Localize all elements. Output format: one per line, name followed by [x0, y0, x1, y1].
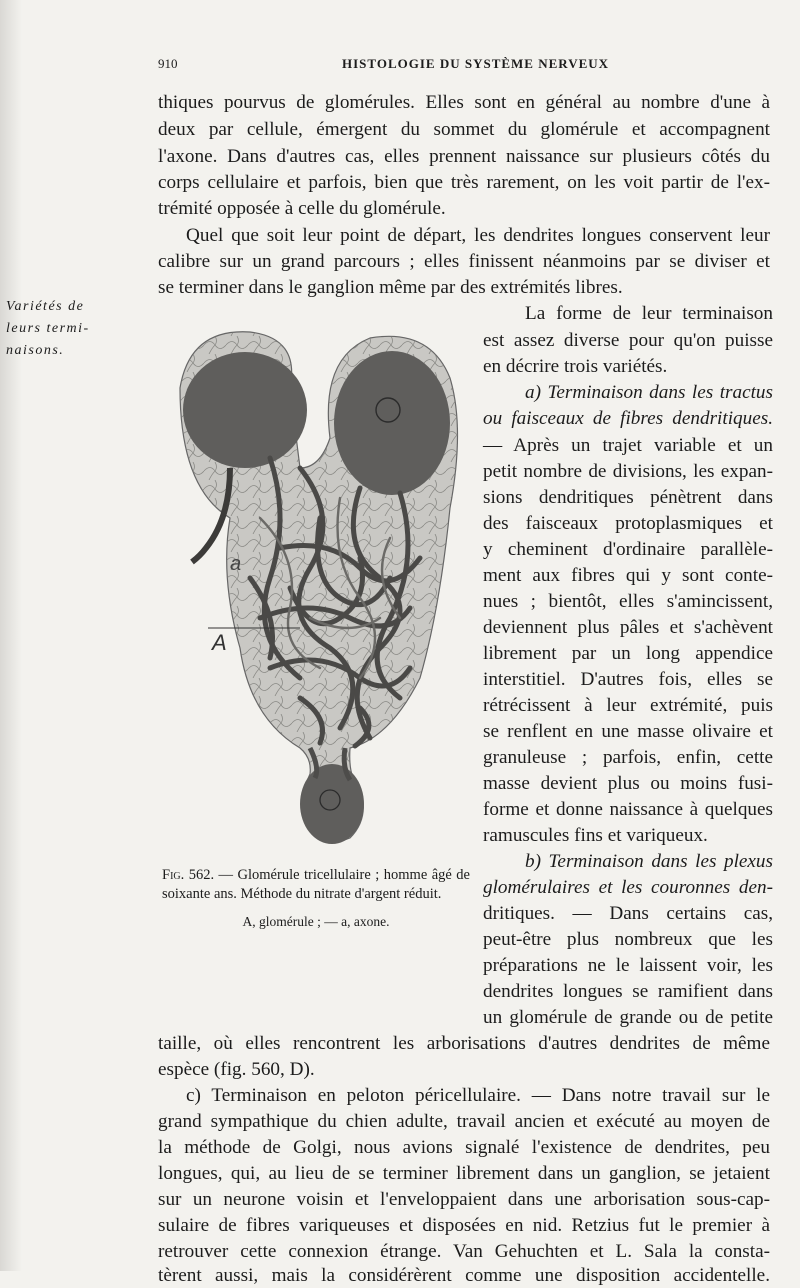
- text-line: Quel que soit leur point de départ, les dendrites longues conservent leur: [186, 225, 770, 246]
- text-line: sions dendritiques pénètrent dans: [483, 487, 773, 508]
- text-line: dendrites longues se ramifient dans: [483, 981, 773, 1002]
- text-line: deviennent plus pâles et s'achèvent: [483, 617, 773, 638]
- text-line: trémité opposée à celle du glomérule.: [158, 198, 446, 219]
- text-line: taille, où elles rencontrent les arborisations d'autres dendrites de même: [158, 1033, 770, 1054]
- glomerule-illustration: [160, 318, 472, 848]
- margin-note-line: Variétés de: [6, 299, 85, 314]
- text-line: y cheminent d'ordinaire parallèle-: [483, 539, 773, 560]
- text-line: espèce (fig. 560, D).: [158, 1059, 315, 1080]
- text-line: interstitiel. D'autres fois, elles se: [483, 669, 773, 690]
- text-line: [525, 381, 773, 405]
- text-line: c) Terminaison en peloton péricellulaire. — Dans notre travail sur le: [186, 1085, 770, 1106]
- right-neuron-body: [334, 351, 450, 495]
- text-line: granuleuse ; parfois, enfin, cette: [483, 747, 773, 768]
- text-line: se terminer dans le ganglion même par des extrémités libres.: [158, 277, 623, 298]
- text-line: préparations ne le laissent voir, les: [483, 955, 773, 976]
- caption-text: [162, 866, 470, 904]
- margin-note-line: naisons.: [6, 343, 65, 358]
- text-line: — Après un trajet variable et un: [483, 435, 773, 456]
- margin-note: [6, 296, 146, 362]
- text-line: ramuscules fins et variqueux.: [483, 825, 708, 846]
- figure-glomerule: [160, 318, 472, 848]
- running-header: [158, 56, 768, 80]
- text-line: La forme de leur terminaison: [525, 303, 773, 324]
- label-A: A: [212, 630, 227, 655]
- text-line: rétrécissent à leur extrémité, puis: [483, 695, 773, 716]
- text-line: petit nombre de divisions, les expan-: [483, 461, 773, 482]
- binding-shadow: [0, 0, 22, 1271]
- text-line: longues, qui, au lieu de se terminer librement dans un ganglion, se jetaient: [158, 1163, 770, 1184]
- text-line: peut-être plus nombreux que les: [483, 929, 773, 950]
- subheading-a: a) Terminaison dans les tractus: [525, 382, 773, 403]
- caption-legend: A, glomérule ; — a, axone.: [242, 914, 390, 929]
- figure-caption: [162, 866, 470, 931]
- running-title: HISTOLOGIE DU SYSTÈME NERVEUX: [342, 56, 610, 71]
- text-line: thiques pourvus de glomérules. Elles sont en général au nombre d'une à: [158, 92, 770, 113]
- text-line: dritiques. — Dans certains cas,: [483, 903, 773, 924]
- text-line: forme et donne naissance à quelques: [483, 799, 773, 820]
- text-line: des faisceaux protoplasmiques et: [483, 513, 773, 534]
- subheading-b-cont: glomérulaires et les couronnes den-: [483, 877, 773, 898]
- label-a: a: [230, 553, 242, 575]
- text-line: l'axone. Dans d'autres cas, elles prennent naissance sur plusieurs côtés du: [158, 146, 770, 167]
- text-line: un glomérule de grande ou de petite: [483, 1007, 773, 1028]
- text-line: librement par un long appendice: [483, 643, 773, 664]
- text-line: sur un neurone voisin et l'enveloppaient dans une arborisation sous-cap-: [158, 1189, 770, 1210]
- page-number: 910: [158, 56, 178, 71]
- subheading-b: b) Terminaison dans les plexus: [525, 851, 773, 872]
- text-line: grand sympathique du chien adulte, travail ancien et exécuté au moyen de: [158, 1111, 770, 1132]
- text-line: calibre sur un grand parcours ; elles finissent néanmoins par se diviser et: [158, 251, 770, 272]
- bottom-neuron-body: [300, 764, 364, 844]
- text-line: [525, 850, 773, 874]
- text-line: est assez diverse pour qu'on puisse: [483, 330, 773, 351]
- margin-note-line: leurs termi-: [6, 321, 90, 336]
- text-line: [483, 407, 773, 431]
- text-line: corps cellulaire et parfois, bien que très rarement, on les voit partir de l'ex-: [158, 172, 770, 193]
- text-line: [483, 876, 773, 900]
- text-line: en décrire trois variétés.: [483, 356, 668, 377]
- caption-fig-number: Fig. 562.: [162, 867, 215, 883]
- caption-description: — Glomérule tricellulaire ; homme âgé de soixante ans. Méthode du nitrate d'argent réduit.: [162, 867, 470, 902]
- text-line: se renflent en une masse olivaire et: [483, 721, 773, 742]
- left-neuron-body: [183, 352, 307, 468]
- text-line: la méthode de Golgi, nous avions signalé l'existence de dendrites, peu: [158, 1137, 770, 1158]
- text-line: deux par cellule, émergent du sommet du glomérule et accompagnent: [158, 119, 770, 140]
- text-line-cut: tèrent aussi, mais la considérèrent comme une disposition accidentelle.: [158, 1265, 770, 1286]
- text-line: retrouver cette connexion étrange. Van Gehuchten et L. Sala la consta-: [158, 1241, 770, 1262]
- text-line: masse devient plus ou moins fusi-: [483, 773, 773, 794]
- text-line: nues ; bientôt, elles s'amincissent,: [483, 591, 773, 612]
- subheading-a-cont: ou faisceaux de fibres dendritiques.: [483, 408, 773, 429]
- text-line: ment aux fibres qui y sont conte-: [483, 565, 773, 586]
- text-line: sulaire de fibres variqueuses et disposées en nid. Retzius fut le premier à: [158, 1215, 770, 1236]
